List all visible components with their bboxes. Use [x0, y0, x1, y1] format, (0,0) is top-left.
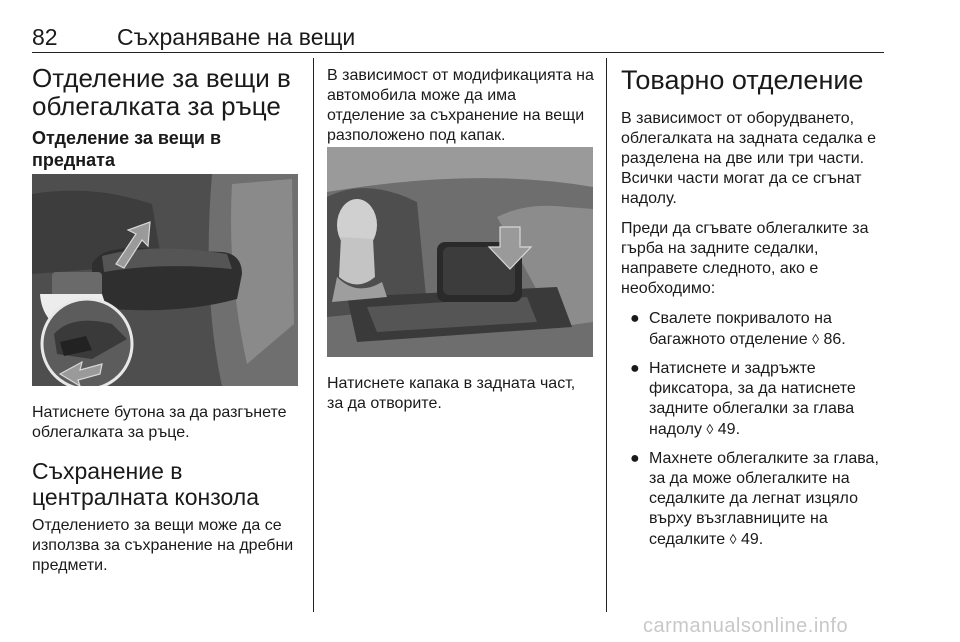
console-drawing	[327, 147, 593, 357]
body-line: надолу.	[621, 190, 677, 207]
section-heading-console	[32, 458, 302, 510]
list-line: Натиснете и задръжте	[649, 360, 816, 377]
cargo-paragraph-2	[621, 219, 891, 299]
page-reference-icon: ◊	[729, 531, 737, 547]
list-line: за да може облегалките на	[649, 470, 850, 487]
page-reference-icon: ◊	[706, 421, 714, 437]
bullet-icon: ●	[630, 450, 640, 467]
armrest-caption	[32, 403, 302, 443]
body-line: гърба на задните седалки,	[621, 240, 819, 257]
heading-line: Отделение за вещи в	[32, 63, 291, 93]
console-illustration	[327, 147, 593, 357]
body-line: Преди да сгъвате облегалките за	[621, 220, 869, 237]
column-3	[621, 64, 891, 559]
body-line: автомобила може да има	[327, 87, 517, 104]
body-line: разделена на две или три части.	[621, 150, 865, 167]
body-line: предмети.	[32, 557, 108, 574]
body-line: В зависимост от модификацията на	[327, 67, 594, 84]
page-reference[interactable]: 86.	[823, 331, 846, 348]
armrest-drawing	[32, 174, 298, 386]
list-line: върху възглавниците на	[649, 510, 828, 527]
list-line: багажното отделение	[649, 331, 808, 348]
heading-line: Съхранение в	[32, 458, 183, 484]
console-body-text	[32, 516, 302, 576]
section-heading-cargo: Товарно отделение	[621, 65, 864, 95]
column-divider-2	[606, 58, 607, 612]
caption-line: Натиснете капака в задната част,	[327, 375, 576, 392]
list-line: задните облегалки за глава	[649, 400, 855, 417]
body-line: облегалката на задната седалка е	[621, 130, 877, 147]
heading-line: централната конзола	[32, 484, 259, 510]
body-line: използва за съхранение на дребни	[32, 537, 294, 554]
page-reference[interactable]: 49.	[740, 531, 764, 548]
list-line: седалките да легнат изцяло	[649, 490, 858, 507]
body-line: разположено под капак.	[327, 127, 506, 144]
body-line: направете следното, ако е	[621, 260, 819, 277]
page-reference-icon: ◊	[812, 331, 819, 347]
body-line: Отделението за вещи може да се	[32, 517, 282, 534]
page-header-title: Съхраняване на вещи	[117, 24, 356, 50]
list-line: фиксатора, за да натиснете	[649, 380, 856, 397]
body-line: отделение за съхранение на вещи	[327, 107, 585, 124]
list-item	[621, 359, 891, 440]
list-item	[621, 449, 891, 550]
page-reference[interactable]: 49.	[717, 421, 741, 438]
console-section	[32, 458, 302, 576]
page-number: 82	[32, 24, 58, 50]
header-rule	[32, 52, 884, 53]
subheading-line: Отделение за вещи в предната	[32, 128, 222, 170]
section-heading-armrest	[32, 64, 302, 120]
column-divider-1	[313, 58, 314, 612]
list-item	[621, 309, 891, 350]
body-line: Всички части могат да се сгънат	[621, 170, 862, 187]
cargo-steps-list	[621, 309, 891, 550]
body-line: В зависимост от оборудването,	[621, 110, 855, 127]
armrest-illustration	[32, 174, 298, 386]
caption-line: Натиснете бутона за да разгънете	[32, 404, 287, 421]
watermark: carmanualsonline.info	[643, 615, 849, 637]
list-line: Свалете покривалото на	[649, 310, 832, 327]
bullet-icon: ●	[630, 360, 640, 377]
heading-line: облегалката за ръце	[32, 91, 281, 121]
list-line: седалките	[649, 531, 726, 548]
console-caption	[327, 374, 597, 414]
bullet-icon: ●	[630, 310, 640, 327]
caption-line: облегалката за ръце.	[32, 424, 190, 441]
list-line: надолу	[649, 421, 702, 438]
list-line: Махнете облегалките за глава,	[649, 450, 879, 467]
caption-line: за да отворите.	[327, 395, 442, 412]
cargo-paragraph-1	[621, 109, 891, 209]
body-line: необходимо:	[621, 280, 716, 297]
column-2-intro	[327, 66, 597, 146]
